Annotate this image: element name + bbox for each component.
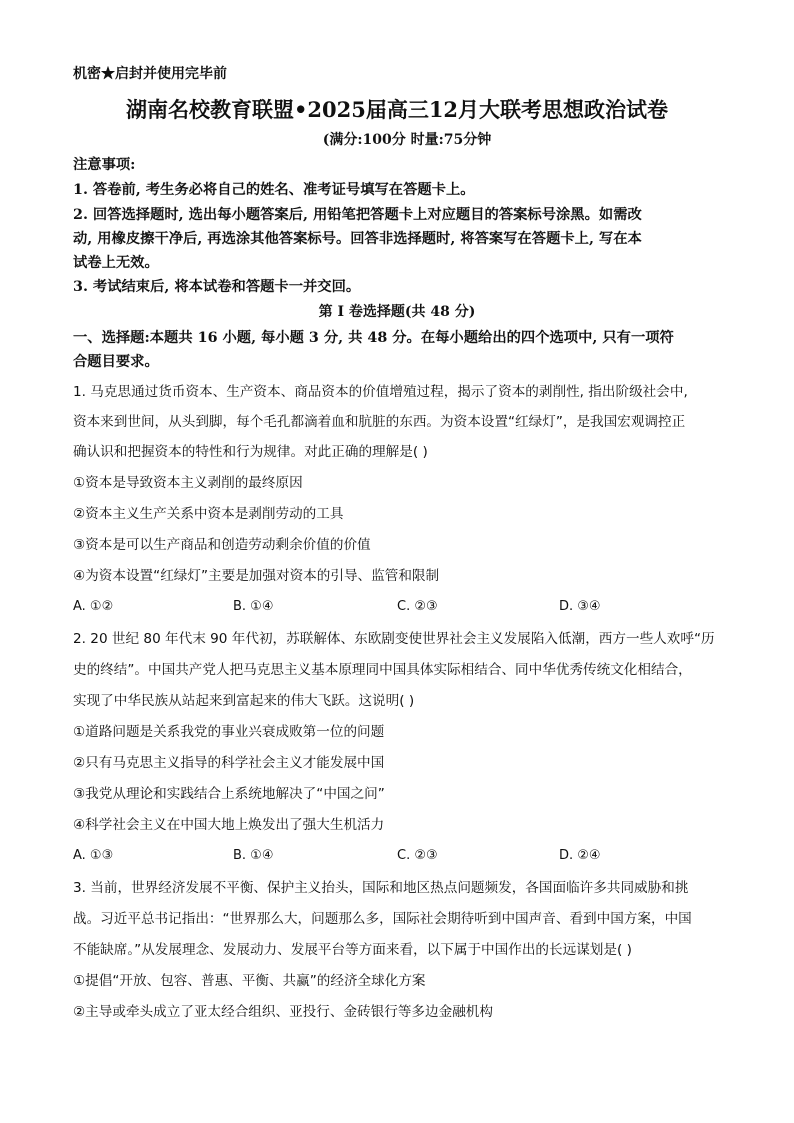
notice-line: 1. 答卷前, 考生务必将自己的姓名、准考证号填写在答题卡上。: [73, 182, 475, 198]
option-d: D. ②④: [559, 848, 601, 863]
exam-subtitle: (满分:100分 时量:75分钟: [322, 132, 492, 148]
statement-item: ②主导或牵头成立了亚太经合组织、亚投行、金砖银行等多边金融机构: [73, 1004, 493, 1020]
question-stem: 1. 马克思通过货币资本、生产资本、商品资本的价值增殖过程，揭示了资本的剥削性, 指出阶级社会中,: [73, 384, 688, 400]
question-stem: 实现了中华民族从站起来到富起来的伟大飞跃。这说明( ): [73, 693, 415, 709]
question-stem: 史的终结”。中国共产党人把马克思主义基本原理同中国具体实际相结合、同中华优秀传统文化相结合，: [73, 662, 692, 678]
statement-item: ④为资本设置“红绿灯”主要是加强对资本的引导、监管和限制: [73, 568, 440, 584]
statement-item: ①道路问题是关系我党的事业兴衰成败第一位的问题: [73, 724, 385, 740]
question-stem: 3. 当前，世界经济发展不平衡、保护主义抬头，国际和地区热点问题频发，各国面临许多共同威胁和挑: [73, 880, 689, 896]
notice-line: 3. 考试结束后, 将本试卷和答题卡一并交回。: [73, 279, 361, 295]
option-c: C. ②③: [397, 848, 438, 863]
option-a: A. ①③: [73, 848, 114, 863]
option-c: C. ②③: [397, 599, 438, 614]
section-instructions: 一、选择题:本题共 16 小题, 每小题 3 分, 共 48 分。在每小题给出的四个选项中, 只有一项符: [73, 330, 674, 346]
option-b: B. ①④: [233, 848, 274, 863]
question-stem: 不能缺席。”从发展理念、发展动力、发展平台等方面来看，以下属于中国作出的长远谋划是( ): [73, 942, 632, 958]
statement-item: ②资本主义生产关系中资本是剥削劳动的工具: [73, 506, 344, 522]
question-stem: 确认识和把握资本的特性和行为规律。对此正确的理解是( ): [73, 444, 428, 460]
question-stem: 资本来到世间，从头到脚，每个毛孔都滴着血和肮脏的东西。为资本设置“红绿灯”，是我国宏观调控正: [73, 414, 686, 430]
notice-line: 动, 用橡皮擦干净后, 再选涂其他答案标号。回答非选择题时, 将答案写在答题卡上, 写在本: [73, 231, 642, 247]
answer-options: [73, 597, 733, 617]
question-stem: 2. 20 世纪 80 年代末 90 年代初，苏联解体、东欧剧变使世界社会主义发展陷入低潮，西方一些人欢呼“历: [73, 631, 715, 647]
option-b: B. ①④: [233, 599, 274, 614]
question-stem: 战。习近平总书记指出：“世界那么大，问题那么多，国际社会期待听到中国声音、看到中国方案，中国: [73, 911, 692, 927]
section-heading: 第 I 卷选择题(共 48 分): [318, 304, 476, 320]
statement-item: ④科学社会主义在中国大地上焕发出了强大生机活力: [73, 817, 385, 833]
notice-line: 2. 回答选择题时, 选出每小题答案后, 用铅笔把答题卡上对应题目的答案标号涂黑。如需改: [73, 207, 642, 223]
statement-item: ③我党从理论和实践结合上系统地解决了“中国之问”: [73, 786, 385, 802]
exam-title: 湖南名校教育联盟•2025届高三12月大联考思想政治试卷: [125, 97, 669, 122]
confidential-mark: 机密★启封并使用完毕前: [73, 66, 227, 82]
statement-item: ②只有马克思主义指导的科学社会主义才能发展中国: [73, 755, 385, 771]
statement-item: ①资本是导致资本主义剥削的最终原因: [73, 475, 303, 491]
option-d: D. ③④: [559, 599, 601, 614]
statement-item: ①提倡“开放、包容、普惠、平衡、共赢”的经济全球化方案: [73, 973, 426, 989]
statement-item: ③资本是可以生产商品和创造劳动剩余价值的价值: [73, 537, 371, 553]
option-a: A. ①②: [73, 599, 114, 614]
section-instructions: 合题目要求。: [73, 354, 159, 370]
notice-heading: 注意事项:: [73, 157, 136, 173]
answer-options: [73, 846, 733, 866]
notice-line: 试卷上无效。: [73, 255, 159, 271]
